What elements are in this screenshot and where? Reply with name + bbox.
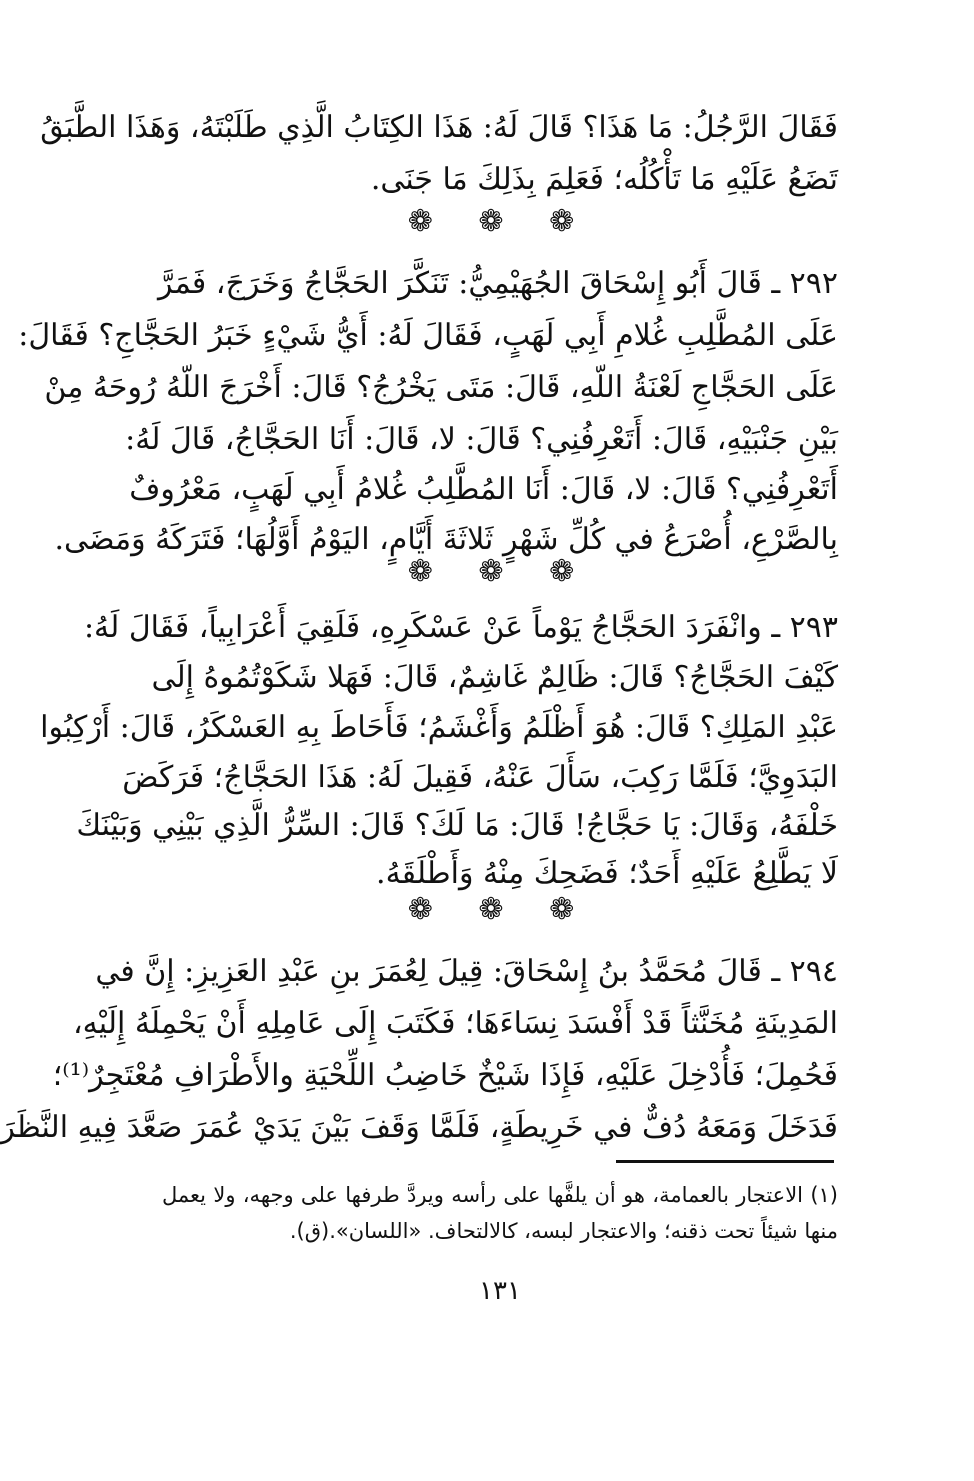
paragraph-292-line-1: ٢٩٢ ـ قَالَ أَبُو إِسْحَاقَ الجُهَيْمِيُّ: تَنَكَّرَ الحَجَّاجُ وَخَرَجَ، فَمَرَّ: [158, 266, 838, 301]
paragraph-292-line-3: عَلَى الحَجَّاجِ لَعْنَةُ اللّهِ، قَالَ: مَتَى يَخْرُجُ؟ قَالَ: أَخْرَجَ اللّهُ رُوحَهُ مِنْ: [44, 370, 838, 405]
paragraph-293-line-4: البَدَوِيَّ؛ فَلَمَّا رَكِبَ، سَأَلَ عَنْهُ، فَقِيلَ لَهُ: هَذَا الحَجَّاجُ؛ فَرَكَضَ: [122, 760, 838, 795]
paragraph-292-line-2: عَلَى المُطَّلِبِ غُلامِ أَبِي لَهَبٍ، فَقَالَ لَهُ: أَيُّ شَيْءٍ خَبَرُ الحَجَّاجِ؟ فَقَالَ:: [18, 318, 838, 353]
paragraph-294-line-3: فَحُمِلَ؛ فَأُدْخِلَ عَلَيْهِ، فَإِذَا شَيْخٌ خَاضِبُ اللِّحْيَةِ والأَطْرَافِ مُعْتَجِرٌ⁽¹⁾؛: [52, 1058, 838, 1093]
footnote-line-1: (١) الاعتجار بالعمامة، هو أن يلفَّها على رأسه ويردَّ طرفها على وجهه، ولا يعمل: [162, 1183, 838, 1207]
paragraph-292-line-6: بِالصَّرْعِ، أُصْرَعُ في كُلِّ شَهْرٍ ثَلاثَةَ أَيَّامٍ، اليَوْمُ أَوَّلُهَا؛ فَتَرَكَهُ وَمَضَى.: [54, 522, 838, 557]
paragraph-292-line-5: أَتَعْرِفُنِي؟ قَالَ: لا، قَالَ: أَنَا المُطَّلِبُ غُلامُ أَبِي لَهَبٍ، مَعْرُوفٌ: [129, 472, 838, 507]
paragraph-293-line-5: خَلْفَهُ، وَقَالَ: يَا حَجَّاجُ! قَالَ: مَا لَكَ؟ قَالَ: السِّرُّ الَّذِي بَيْنِي وَبَيْنَكَ: [76, 808, 838, 843]
paragraph-292-line-4: بَيْنِ جَنْبَيْهِ، قَالَ: أَتَعْرِفُنِي؟ قَالَ: لا، قَالَ: أَنَا الحَجَّاجُ، قَالَ لَهُ:: [125, 422, 838, 457]
footnote-line-2: منها شيئاً تحت ذقنه؛ والاعتجار لبسه، كالالتحاف. «اللسان».(ق).: [289, 1219, 838, 1243]
section-separator: ❁ ❁ ❁: [407, 554, 593, 589]
paragraph-294-line-4: فَدَخَلَ وَمَعَهُ دُفٌّ في خَرِيطَةٍ، فَلَمَّا وَقَفَ بَيْنَ يَدَيْ عُمَرَ صَعَّدَ فِيهِ النَّظَرَ: [0, 1110, 838, 1145]
section-separator: ❁ ❁ ❁: [407, 204, 593, 239]
section-separator: ❁ ❁ ❁: [407, 892, 593, 927]
paragraph-294-line-2: المَدِينَةِ مُخَنَّثاً قَدْ أَفْسَدَ نِسَاءَهَا؛ فَكَتَبَ إِلَى عَامِلِهِ أَنْ يَحْمِلَهُ إِلَيْهِ،: [73, 1006, 838, 1041]
paragraph-293-line-3: عَبْدِ المَلِكِ؟ قَالَ: هُوَ أَظْلَمُ وَأَغْشَمُ؛ فَأَحَاطَ بِهِ العَسْكَرُ، قَالَ: أَرْكِبُوا: [40, 710, 838, 745]
paragraph-293-line-2: كَيْفَ الحَجَّاجُ؟ قَالَ: ظَالِمٌ غَاشِمٌ، قَالَ: فَهَلا شَكَوْتُمُوهُ إِلَى: [151, 660, 838, 695]
footnote-rule: [616, 1160, 834, 1163]
paragraph-1-line-2: تَضَعُ عَلَيْهِ مَا تَأْكُلُه؛ فَعَلِمَ بِذَلِكَ مَا جَنَى.: [370, 162, 838, 197]
paragraph-294-line-1: ٢٩٤ ـ قَالَ مُحَمَّدُ بنُ إِسْحَاقَ: قِيلَ لِعُمَرَ بنِ عَبْدِ العَزِيزِ: إِنَّ في: [95, 954, 838, 989]
paragraph-1-line-1: فَقَالَ الرَّجُلُ: مَا هَذَا؟ قَالَ لَهُ: هَذَا الكِتَابُ الَّذِي طَلَبْتَهُ، وَهَذَا الطَّبَقُ: [40, 110, 838, 145]
page-number: ١٣١: [479, 1276, 521, 1306]
paragraph-293-line-1: ٢٩٣ ـ وانْفَرَدَ الحَجَّاجُ يَوْماً عَنْ عَسْكَرِهِ، فَلَقِيَ أَعْرَابِياً، فَقَالَ لَهُ:: [83, 610, 838, 645]
paragraph-293-line-6: لَا يَطَّلِعُ عَلَيْهِ أَحَدٌ؛ فَضَحِكَ مِنْهُ وَأَطْلَقَهُ.: [376, 856, 838, 891]
